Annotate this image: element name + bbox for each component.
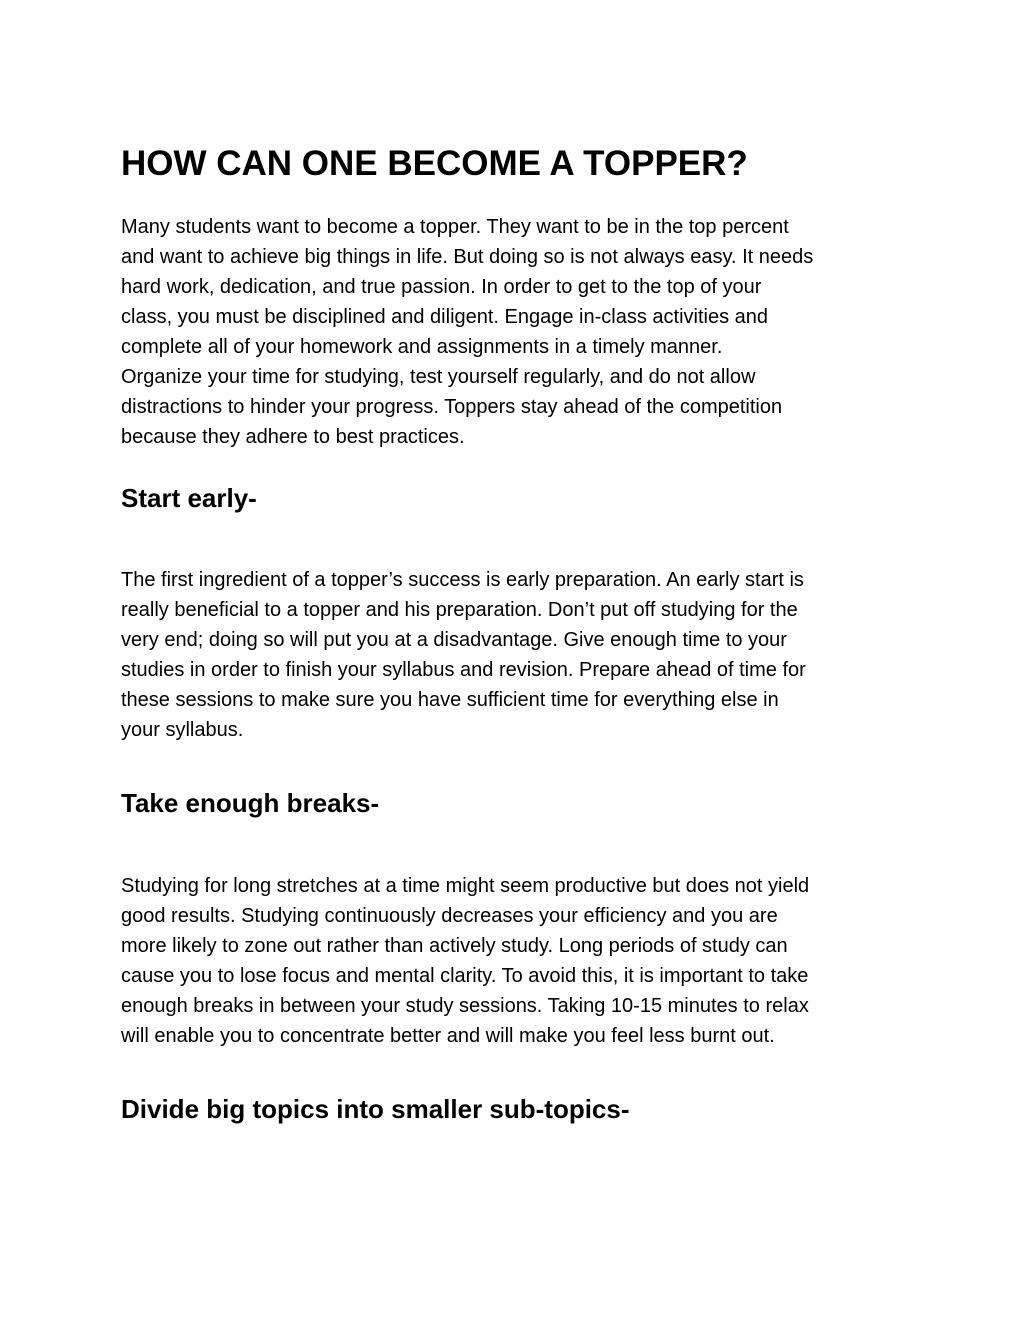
paragraph-line: Many students want to become a topper. They want to be in the top percent	[121, 216, 789, 238]
paragraph-line: class, you must be disciplined and diligent. Engage in-class activities and	[121, 306, 769, 328]
paragraph-line: good results. Studying continuously decreases your efficiency and you are	[121, 905, 778, 927]
section-paragraph-take-breaks	[121, 871, 911, 1051]
paragraph-line: cause you to lose focus and mental clarity. To avoid this, it is important to take	[121, 965, 809, 987]
paragraph-line: The first ingredient of a topper’s success is early preparation. An early start is	[121, 569, 804, 591]
paragraph-line: very end; doing so will put you at a disadvantage. Give enough time to your	[121, 629, 787, 651]
section-heading-divide-topics: Divide big topics into smaller sub-topics-	[121, 1094, 630, 1124]
paragraph-line: hard work, dedication, and true passion. In order to get to the top of your	[121, 276, 762, 298]
section-heading-take-breaks: Take enough breaks-	[121, 788, 380, 818]
document-title: HOW CAN ONE BECOME A TOPPER?	[121, 144, 748, 183]
paragraph-line: and want to achieve big things in life. But doing so is not always easy. It needs	[121, 246, 814, 268]
paragraph-line: complete all of your homework and assignments in a timely manner.	[121, 336, 723, 358]
paragraph-line: really beneficial to a topper and his preparation. Don’t put off studying for the	[121, 599, 798, 621]
paragraph-line: these sessions to make sure you have sufficient time for everything else in	[121, 689, 779, 711]
section-paragraph-start-early	[121, 565, 911, 745]
paragraph-line: Organize your time for studying, test yourself regularly, and do not allow	[121, 366, 756, 388]
paragraph-line: more likely to zone out rather than actively study. Long periods of study can	[121, 935, 788, 957]
paragraph-line: your syllabus.	[121, 719, 244, 741]
intro-paragraph	[121, 212, 911, 452]
paragraph-line: studies in order to finish your syllabus and revision. Prepare ahead of time for	[121, 659, 806, 681]
paragraph-line: distractions to hinder your progress. Toppers stay ahead of the competition	[121, 396, 783, 418]
paragraph-line: enough breaks in between your study sessions. Taking 10-15 minutes to relax	[121, 995, 809, 1017]
section-heading-start-early: Start early-	[121, 483, 257, 513]
paragraph-line: Studying for long stretches at a time might seem productive but does not yield	[121, 875, 810, 897]
paragraph-line: will enable you to concentrate better and will make you feel less burnt out.	[121, 1025, 775, 1047]
paragraph-line: because they adhere to best practices.	[121, 426, 465, 448]
